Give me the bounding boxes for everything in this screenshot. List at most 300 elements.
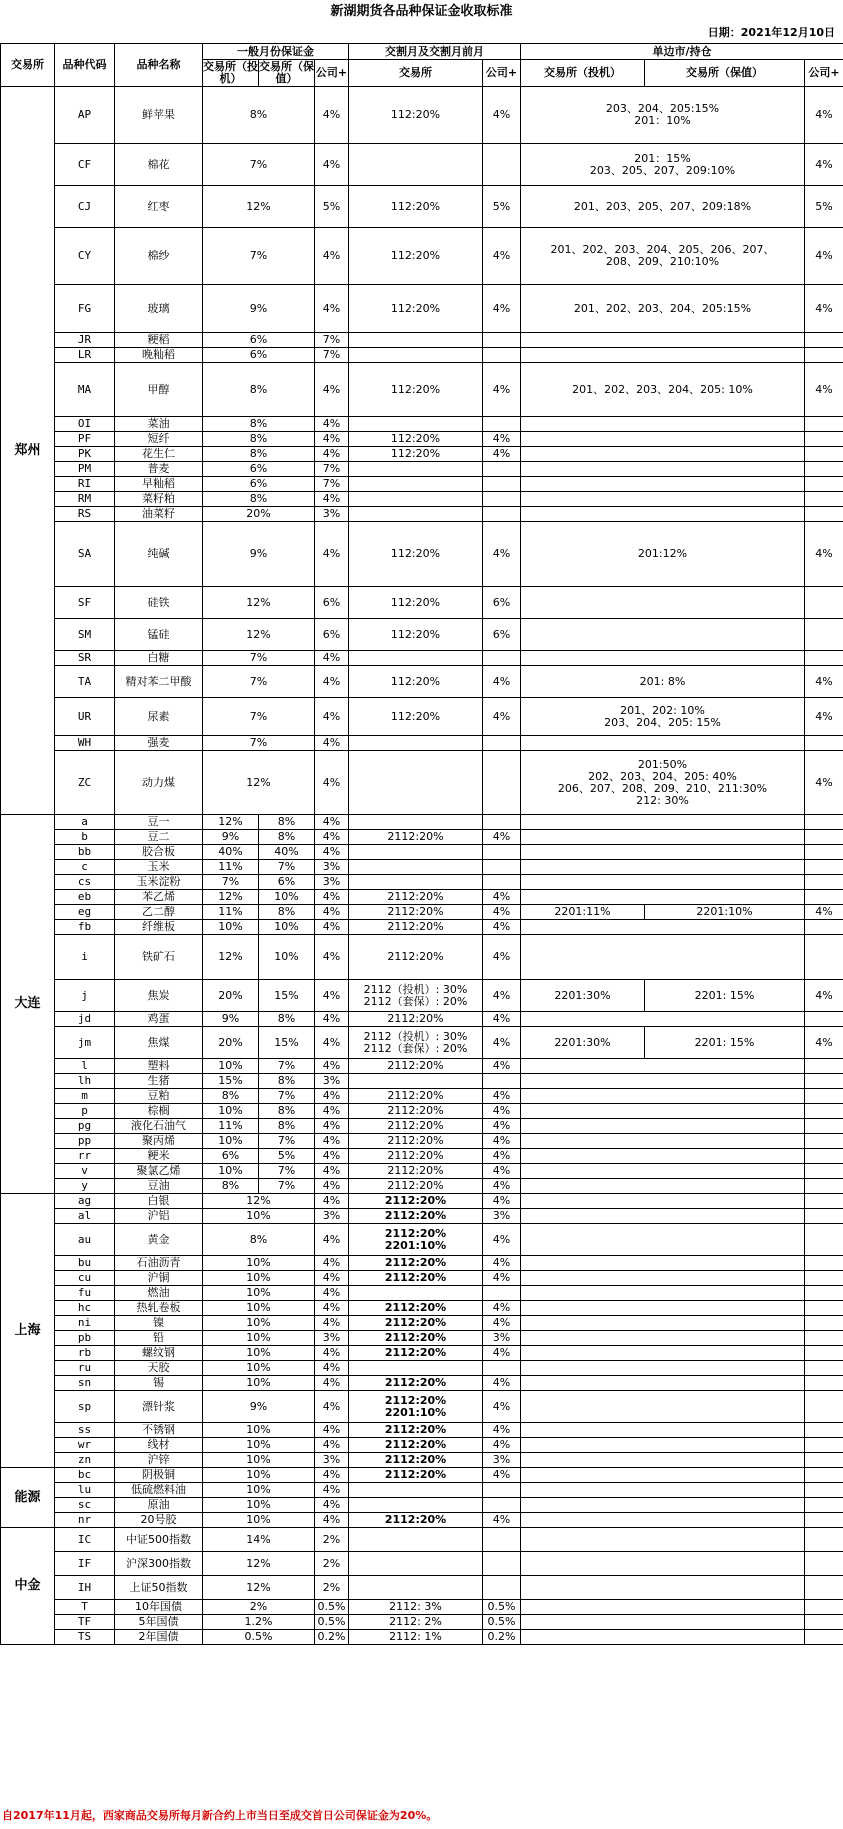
- unilateral-company-add: 5%: [805, 186, 843, 228]
- general-speculation-margin: 12%: [203, 935, 259, 980]
- general-margin: 6%: [203, 333, 315, 348]
- table-row: [1, 1615, 843, 1630]
- product-name: 尿素: [115, 698, 203, 736]
- header-name: 品种名称: [115, 44, 203, 87]
- general-company-add: 4%: [315, 980, 349, 1012]
- unilateral-margin: [521, 587, 805, 619]
- product-code: sc: [55, 1498, 115, 1513]
- general-margin: 20%: [203, 507, 315, 522]
- delivery-company-add: 3%: [483, 1331, 521, 1346]
- delivery-company-add: 4%: [483, 1027, 521, 1059]
- header-general-margin: 一般月份保证金: [203, 44, 349, 60]
- general-company-add: 4%: [315, 492, 349, 507]
- header-delivery-company: 公司+: [483, 60, 521, 87]
- unilateral-margin: [521, 333, 805, 348]
- product-name: 粳稻: [115, 333, 203, 348]
- delivery-company-add: 4%: [483, 980, 521, 1012]
- delivery-company-add: 4%: [483, 447, 521, 462]
- footer-note: 自2017年11月起，西家商品交易所每月新合约上市当日至成交首日公司保证金为20%。: [2, 1809, 438, 1822]
- unilateral-company-add: [805, 587, 843, 619]
- unilateral-company-add: [805, 1301, 843, 1316]
- general-margin: 10%: [203, 1376, 315, 1391]
- exchange-label: 能源: [1, 1468, 55, 1528]
- unilateral-company-add: 4%: [805, 522, 843, 587]
- delivery-margin: [349, 1074, 483, 1089]
- delivery-company-add: 0.5%: [483, 1600, 521, 1615]
- product-name: 乙二醇: [115, 905, 203, 920]
- general-margin: 0.5%: [203, 1630, 315, 1645]
- delivery-company-add: 4%: [483, 1376, 521, 1391]
- header-general-speculation: 交易所（投机）: [203, 60, 258, 85]
- delivery-company-add: 4%: [483, 666, 521, 698]
- general-margin: 10%: [203, 1483, 315, 1498]
- delivery-company-add: [483, 1361, 521, 1376]
- general-margin: 9%: [203, 1391, 315, 1423]
- general-speculation-margin: 11%: [203, 905, 259, 920]
- header-unilateral-company: 公司+: [805, 60, 843, 87]
- unilateral-company-add: 4%: [805, 905, 843, 920]
- delivery-margin: 112:20%: [349, 587, 483, 619]
- unilateral-company-add: [805, 619, 843, 651]
- delivery-company-add: 4%: [483, 1164, 521, 1179]
- table-row: [1, 1074, 843, 1089]
- unilateral-margin: [521, 507, 805, 522]
- product-name: 生猪: [115, 1074, 203, 1089]
- delivery-company-add: [483, 492, 521, 507]
- general-hedge-margin: 7%: [259, 1134, 315, 1149]
- product-name: 白银: [115, 1194, 203, 1209]
- product-code: al: [55, 1209, 115, 1224]
- product-name: 沪锌: [115, 1453, 203, 1468]
- general-company-add: 4%: [315, 698, 349, 736]
- table-row: [1, 492, 843, 507]
- header-exchange: 交易所: [1, 44, 55, 87]
- unilateral-company-add: [805, 651, 843, 666]
- general-speculation-margin: 11%: [203, 860, 259, 875]
- table-row: [1, 1468, 843, 1483]
- table-row: [1, 1513, 843, 1528]
- delivery-margin: 112:20%: [349, 432, 483, 447]
- delivery-margin: [349, 751, 483, 815]
- delivery-margin: 2112: 2%: [349, 1615, 483, 1630]
- product-code: JR: [55, 333, 115, 348]
- product-name: 动力煤: [115, 751, 203, 815]
- general-company-add: 4%: [315, 1346, 349, 1361]
- general-hedge-margin: 7%: [259, 1164, 315, 1179]
- general-company-add: 7%: [315, 348, 349, 363]
- general-hedge-margin: 7%: [259, 1059, 315, 1074]
- product-code: ZC: [55, 751, 115, 815]
- general-company-add: 4%: [315, 228, 349, 285]
- delivery-margin: 2112: 1%: [349, 1630, 483, 1645]
- delivery-margin: [349, 651, 483, 666]
- table-row: [1, 1134, 843, 1149]
- delivery-company-add: 4%: [483, 1012, 521, 1027]
- table-row: [1, 651, 843, 666]
- delivery-company-add: [483, 1498, 521, 1513]
- table-row: [1, 980, 843, 1012]
- general-margin: 10%: [203, 1361, 315, 1376]
- general-hedge-margin: 5%: [259, 1149, 315, 1164]
- general-margin: 12%: [203, 186, 315, 228]
- header-delivery-exchange: 交易所: [349, 60, 483, 87]
- general-company-add: 4%: [315, 1119, 349, 1134]
- general-speculation-margin: 11%: [203, 1119, 259, 1134]
- unilateral-speculation: 2201:30%: [521, 1027, 645, 1059]
- table-row: [1, 228, 843, 285]
- delivery-company-add: 4%: [483, 1301, 521, 1316]
- product-name: 油菜籽: [115, 507, 203, 522]
- table-row: [1, 619, 843, 651]
- general-margin: 7%: [203, 666, 315, 698]
- general-company-add: 4%: [315, 417, 349, 432]
- product-code: bu: [55, 1256, 115, 1271]
- delivery-margin: [349, 1552, 483, 1576]
- delivery-company-add: 4%: [483, 228, 521, 285]
- general-margin: 10%: [203, 1423, 315, 1438]
- product-code: pp: [55, 1134, 115, 1149]
- general-margin: 8%: [203, 363, 315, 417]
- general-company-add: 7%: [315, 333, 349, 348]
- unilateral-company-add: [805, 890, 843, 905]
- general-margin: 8%: [203, 1224, 315, 1256]
- delivery-margin: [349, 860, 483, 875]
- unilateral-margin: [521, 447, 805, 462]
- general-company-add: 3%: [315, 1331, 349, 1346]
- delivery-margin: [349, 144, 483, 186]
- unilateral-margin: [521, 815, 805, 830]
- table-row: [1, 1331, 843, 1346]
- unilateral-company-add: 4%: [805, 228, 843, 285]
- unilateral-company-add: [805, 1149, 843, 1164]
- unilateral-margin: [521, 1423, 805, 1438]
- unilateral-margin: 201: 8%: [521, 666, 805, 698]
- delivery-margin: 112:20%: [349, 619, 483, 651]
- general-company-add: 4%: [315, 1271, 349, 1286]
- product-code: SM: [55, 619, 115, 651]
- product-code: CF: [55, 144, 115, 186]
- product-code: SR: [55, 651, 115, 666]
- general-margin: 10%: [203, 1271, 315, 1286]
- delivery-company-add: 4%: [483, 1468, 521, 1483]
- delivery-company-add: 4%: [483, 1346, 521, 1361]
- unilateral-margin: [521, 1074, 805, 1089]
- unilateral-margin: [521, 1376, 805, 1391]
- general-hedge-margin: 10%: [259, 935, 315, 980]
- product-name: 黄金: [115, 1224, 203, 1256]
- delivery-margin: 2112:20%: [349, 1301, 483, 1316]
- delivery-company-add: 4%: [483, 1179, 521, 1194]
- general-speculation-margin: 10%: [203, 1059, 259, 1074]
- product-name: 不锈钢: [115, 1423, 203, 1438]
- general-company-add: 4%: [315, 1164, 349, 1179]
- delivery-company-add: 4%: [483, 1059, 521, 1074]
- delivery-margin: 2112:20%: [349, 1256, 483, 1271]
- delivery-company-add: 0.5%: [483, 1615, 521, 1630]
- unilateral-company-add: [805, 830, 843, 845]
- delivery-margin: 2112:20%: [349, 1331, 483, 1346]
- product-name: 线材: [115, 1438, 203, 1453]
- general-company-add: 6%: [315, 619, 349, 651]
- product-name: 低硫燃料油: [115, 1483, 203, 1498]
- general-company-add: 4%: [315, 285, 349, 333]
- table-row: [1, 285, 843, 333]
- table-header: [1, 44, 843, 87]
- product-code: sn: [55, 1376, 115, 1391]
- delivery-company-add: [483, 860, 521, 875]
- table-row: [1, 1600, 843, 1615]
- unilateral-margin: [521, 1271, 805, 1286]
- table-row: [1, 1498, 843, 1513]
- table-row: [1, 1483, 843, 1498]
- delivery-company-add: 4%: [483, 1119, 521, 1134]
- product-name: 豆二: [115, 830, 203, 845]
- general-hedge-margin: 15%: [259, 1027, 315, 1059]
- product-name: 鲜苹果: [115, 87, 203, 144]
- general-hedge-margin: 8%: [259, 1074, 315, 1089]
- product-name: 硅铁: [115, 587, 203, 619]
- product-code: ag: [55, 1194, 115, 1209]
- product-code: RM: [55, 492, 115, 507]
- product-code: FG: [55, 285, 115, 333]
- unilateral-company-add: 4%: [805, 698, 843, 736]
- table-row: [1, 1119, 843, 1134]
- general-company-add: 3%: [315, 860, 349, 875]
- product-name: 胶合板: [115, 845, 203, 860]
- exchange-label: 大连: [1, 815, 55, 1194]
- unilateral-margin: [521, 1346, 805, 1361]
- unilateral-company-add: [805, 1600, 843, 1615]
- header-general-company: 公司+: [315, 60, 349, 87]
- table-row: [1, 815, 843, 830]
- general-company-add: 4%: [315, 87, 349, 144]
- header-general-hedge: 交易所（保值）: [259, 60, 314, 85]
- general-company-add: 4%: [315, 845, 349, 860]
- delivery-company-add: 4%: [483, 905, 521, 920]
- product-code: LR: [55, 348, 115, 363]
- table-row: [1, 860, 843, 875]
- header-unilateral-speculation: 交易所（投机）: [521, 60, 645, 87]
- general-speculation-margin: 20%: [203, 980, 259, 1012]
- product-code: bb: [55, 845, 115, 860]
- unilateral-company-add: [805, 1498, 843, 1513]
- product-name: 锡: [115, 1376, 203, 1391]
- general-margin: 12%: [203, 1576, 315, 1600]
- general-margin: 8%: [203, 492, 315, 507]
- delivery-margin: [349, 815, 483, 830]
- unilateral-company-add: [805, 875, 843, 890]
- unilateral-company-add: [805, 1271, 843, 1286]
- delivery-margin: [349, 477, 483, 492]
- table-row: [1, 587, 843, 619]
- unilateral-margin: [521, 1089, 805, 1104]
- unilateral-margin: [521, 1316, 805, 1331]
- delivery-margin: 2112（投机）: 30% 2112（套保）: 20%: [349, 980, 483, 1012]
- general-company-add: 4%: [315, 522, 349, 587]
- unilateral-company-add: [805, 860, 843, 875]
- unilateral-company-add: [805, 1164, 843, 1179]
- unilateral-company-add: [805, 1391, 843, 1423]
- delivery-margin: 2112:20%: [349, 1149, 483, 1164]
- unilateral-margin: 201、202、203、204、205、206、207、 208、209、210:10%: [521, 228, 805, 285]
- unilateral-company-add: [805, 1513, 843, 1528]
- unilateral-company-add: 4%: [805, 285, 843, 333]
- general-hedge-margin: 40%: [259, 845, 315, 860]
- general-company-add: 4%: [315, 432, 349, 447]
- delivery-margin: [349, 1361, 483, 1376]
- unilateral-margin: [521, 1615, 805, 1630]
- header-unilateral-hedge: 交易所（保值）: [645, 60, 805, 87]
- delivery-margin: [349, 333, 483, 348]
- delivery-company-add: 6%: [483, 619, 521, 651]
- unilateral-margin: 201:50% 202、203、204、205: 40% 206、207、208、209、210、211:30% 212: 30%: [521, 751, 805, 815]
- unilateral-company-add: [805, 492, 843, 507]
- delivery-company-add: 4%: [483, 1316, 521, 1331]
- product-code: UR: [55, 698, 115, 736]
- general-speculation-margin: 9%: [203, 830, 259, 845]
- unilateral-company-add: [805, 1528, 843, 1552]
- delivery-margin: [349, 462, 483, 477]
- unilateral-margin: [521, 1453, 805, 1468]
- general-margin: 9%: [203, 522, 315, 587]
- product-code: TF: [55, 1615, 115, 1630]
- unilateral-margin: [521, 1630, 805, 1645]
- product-name: 聚氯乙烯: [115, 1164, 203, 1179]
- delivery-margin: 2112:20%: [349, 1089, 483, 1104]
- delivery-company-add: [483, 1286, 521, 1301]
- unilateral-company-add: [805, 1286, 843, 1301]
- delivery-company-add: [483, 1552, 521, 1576]
- general-company-add: 4%: [315, 1089, 349, 1104]
- delivery-margin: 2112:20%: [349, 1104, 483, 1119]
- unilateral-company-add: 4%: [805, 751, 843, 815]
- delivery-margin: 2112:20%: [349, 1119, 483, 1134]
- delivery-margin: 2112:20%: [349, 890, 483, 905]
- delivery-company-add: 4%: [483, 1194, 521, 1209]
- table-row: [1, 363, 843, 417]
- delivery-company-add: [483, 333, 521, 348]
- unilateral-company-add: [805, 1361, 843, 1376]
- table-row: [1, 462, 843, 477]
- unilateral-margin: [521, 1552, 805, 1576]
- product-name: 中证500指数: [115, 1528, 203, 1552]
- delivery-margin: [349, 507, 483, 522]
- product-code: MA: [55, 363, 115, 417]
- general-margin: 6%: [203, 477, 315, 492]
- general-company-add: 4%: [315, 1468, 349, 1483]
- table-row: [1, 1361, 843, 1376]
- table-row: [1, 432, 843, 447]
- delivery-company-add: [483, 751, 521, 815]
- delivery-company-add: [483, 736, 521, 751]
- unilateral-margin: [521, 619, 805, 651]
- unilateral-margin: 201、202、203、204、205:15%: [521, 285, 805, 333]
- delivery-margin: 2112:20%: [349, 1194, 483, 1209]
- unilateral-margin: [521, 348, 805, 363]
- unilateral-margin: [521, 1286, 805, 1301]
- product-code: RS: [55, 507, 115, 522]
- general-company-add: 4%: [315, 1513, 349, 1528]
- delivery-margin: 2112:20%: [349, 830, 483, 845]
- table-row: [1, 1089, 843, 1104]
- unilateral-company-add: [805, 1483, 843, 1498]
- unilateral-company-add: [805, 477, 843, 492]
- product-code: i: [55, 935, 115, 980]
- delivery-margin: 2112:20%: [349, 1316, 483, 1331]
- general-margin: 10%: [203, 1468, 315, 1483]
- general-company-add: 4%: [315, 1498, 349, 1513]
- unilateral-hedge: 2201: 15%: [645, 980, 805, 1012]
- delivery-margin: 2112:20% 2201:10%: [349, 1391, 483, 1423]
- product-name: 沪铜: [115, 1271, 203, 1286]
- general-company-add: 3%: [315, 507, 349, 522]
- product-code: lh: [55, 1074, 115, 1089]
- product-code: pb: [55, 1331, 115, 1346]
- unilateral-margin: [521, 845, 805, 860]
- delivery-company-add: [483, 477, 521, 492]
- general-speculation-margin: 12%: [203, 890, 259, 905]
- unilateral-company-add: [805, 1552, 843, 1576]
- table-row: [1, 87, 843, 144]
- product-name: 白糖: [115, 651, 203, 666]
- unilateral-company-add: [805, 1119, 843, 1134]
- unilateral-company-add: [805, 462, 843, 477]
- unilateral-company-add: [805, 1438, 843, 1453]
- unilateral-margin: [521, 1104, 805, 1119]
- product-code: SF: [55, 587, 115, 619]
- general-company-add: 4%: [315, 447, 349, 462]
- delivery-company-add: 4%: [483, 1224, 521, 1256]
- table-row: [1, 1149, 843, 1164]
- general-speculation-margin: 20%: [203, 1027, 259, 1059]
- table-row: [1, 905, 843, 920]
- unilateral-company-add: [805, 1104, 843, 1119]
- table-row: [1, 447, 843, 462]
- product-name: 花生仁: [115, 447, 203, 462]
- delivery-margin: 2112:20%: [349, 1423, 483, 1438]
- table-row: [1, 1027, 843, 1059]
- unilateral-company-add: [805, 1468, 843, 1483]
- product-code: OI: [55, 417, 115, 432]
- product-name: 早籼稻: [115, 477, 203, 492]
- delivery-margin: 2112:20%: [349, 1059, 483, 1074]
- delivery-company-add: [483, 507, 521, 522]
- unilateral-company-add: [805, 1059, 843, 1074]
- header-delivery-margin: 交割月及交割月前月: [349, 44, 521, 60]
- general-margin: 10%: [203, 1316, 315, 1331]
- delivery-company-add: 4%: [483, 1089, 521, 1104]
- unilateral-margin: [521, 1391, 805, 1423]
- general-company-add: 4%: [315, 1256, 349, 1271]
- general-company-add: 4%: [315, 935, 349, 980]
- product-code: IC: [55, 1528, 115, 1552]
- general-company-add: 4%: [315, 1027, 349, 1059]
- general-margin: 12%: [203, 587, 315, 619]
- general-hedge-margin: 8%: [259, 1012, 315, 1027]
- unilateral-margin: [521, 432, 805, 447]
- delivery-margin: [349, 736, 483, 751]
- unilateral-company-add: [805, 1089, 843, 1104]
- unilateral-margin: [521, 736, 805, 751]
- general-company-add: 2%: [315, 1528, 349, 1552]
- product-code: sp: [55, 1391, 115, 1423]
- table-row: [1, 1301, 843, 1316]
- general-margin: 10%: [203, 1331, 315, 1346]
- general-hedge-margin: 8%: [259, 1104, 315, 1119]
- delivery-margin: 112:20%: [349, 363, 483, 417]
- delivery-company-add: 4%: [483, 363, 521, 417]
- general-hedge-margin: 8%: [259, 815, 315, 830]
